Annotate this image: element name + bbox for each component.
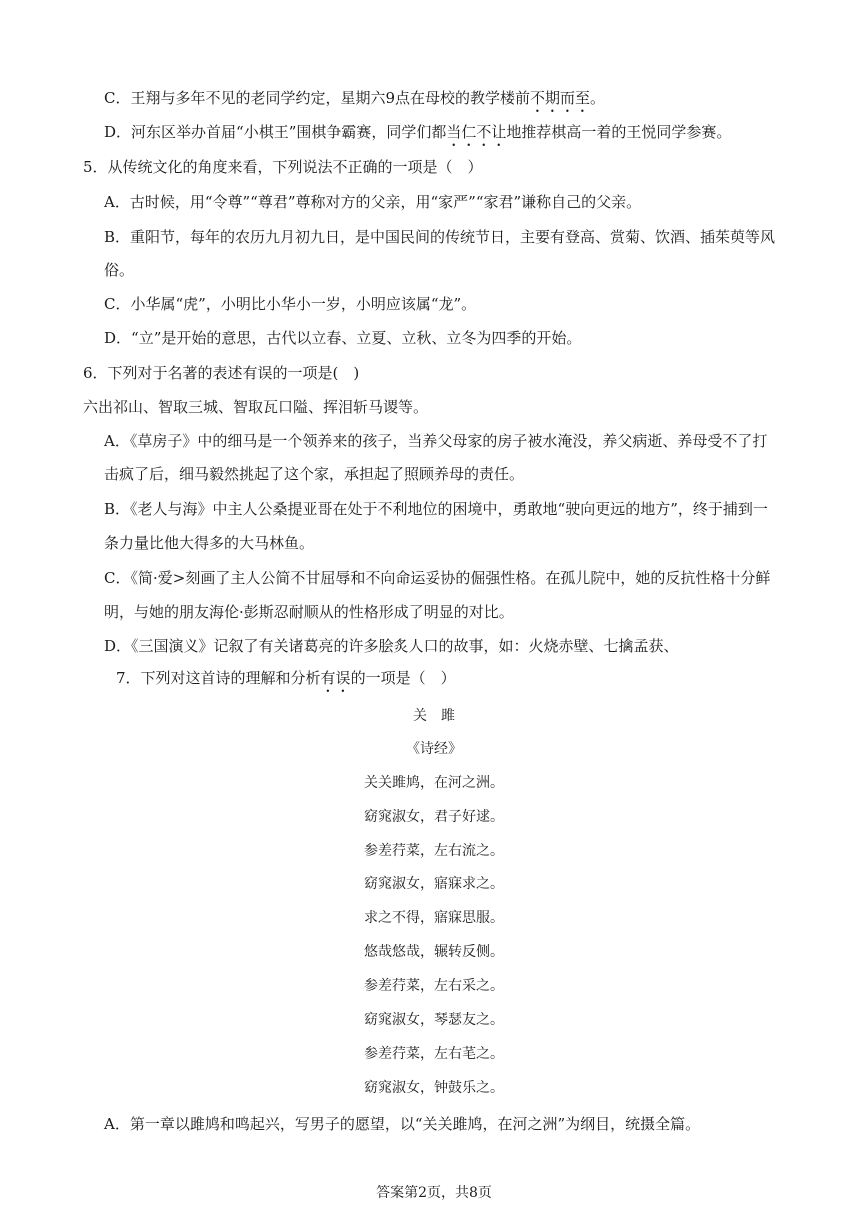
q6-stray-line: 六出祁山、智取三城、智取瓦口隘、挥泪斩马谡等。	[83, 398, 429, 416]
q4-option-d-emphasis: 当仁不让	[446, 123, 507, 141]
poem-line: 参差荇菜，左右芼之。	[364, 1046, 504, 1062]
q4-option-c-end: 。	[590, 89, 606, 107]
poem-line: 参差荇菜，左右采之。	[364, 978, 504, 994]
q4-option-d	[104, 122, 731, 150]
page-footer: 答案第2页，共8页	[376, 1185, 492, 1201]
q5-option-b-line2: 俗。	[104, 261, 135, 279]
q4-option-d-text: D．河东区举办首届“小棋王”围棋争霸赛，同学们都	[104, 123, 447, 141]
poem-line: 求之不得，寤寐思服。	[364, 910, 504, 926]
q6-option-b-line2: 条力量比他大得多的大马林鱼。	[104, 534, 315, 552]
q4-option-d-end: 地推荐棋高一着的王悦同学参赛。	[506, 123, 732, 141]
q6-option-a-line1: A．《草房子》中的细马是一个领养来的孩子，当养父母家的房子被水淹没，养父病逝、养母受不了打	[104, 432, 768, 450]
q5-option-a: A．古时候，用“令尊”“尊君”尊称对方的父亲，用“家严”“家君”谦称自己的父亲。	[104, 193, 642, 211]
poem-line: 悠哉悠哉，辗转反侧。	[364, 944, 504, 960]
q6-option-c-line1: C．《简·爱>刻画了主人公简不甘屈辱和不向命运妥协的倔强性格。在孤儿院中，她的反抗性格十分鲜	[104, 569, 771, 587]
q6-option-b-line1: B．《老人与海》中主人公桑提亚哥在处于不利地位的困境中，勇敢地“驶向更远的地方”，终于捕到一	[104, 500, 768, 518]
poem-source: 《诗经》	[406, 741, 462, 757]
q6-option-d: D．《三国演义》记叙了有关诸葛亮的许多脍炙人口的故事，如：火烧赤壁、七擒孟获、	[104, 637, 679, 655]
poem-line: 窈窕淑女，钟鼓乐之。	[364, 1080, 504, 1096]
poem-line: 窈窕淑女，君子好逑。	[364, 809, 504, 825]
q7-stem	[116, 668, 456, 696]
q5-option-d: D．“立”是开始的意思，古代以立春、立夏、立秋、立冬为四季的开始。	[104, 329, 582, 347]
q7-stem-emphasis: 有误	[320, 669, 351, 687]
q7-stem-end: 的一项是（ ）	[350, 669, 456, 687]
q6-option-a-line2: 击疯了后，细马毅然挑起了这个家，承担起了照顾养母的责任。	[104, 465, 525, 483]
q4-option-c-text: C．王翔与多年不见的老同学约定，星期六9点在母校的教学楼前	[104, 89, 531, 107]
q4-option-c-emphasis: 不期而至	[530, 89, 591, 107]
q7-option-a: A．第一章以雎鸠和鸣起兴，写男子的愿望，以“关关雎鸠，在河之洲”为纲目，统摄全篇。	[104, 1115, 701, 1133]
poem-line: 窈窕淑女，琴瑟友之。	[364, 1012, 504, 1028]
q5-option-c: C．小华属“虎”，小明比小华小一岁，小明应该属“龙”。	[104, 295, 477, 313]
q6-stem: 6．下列对于名著的表述有误的一项是( )	[83, 364, 360, 382]
poem-line: 窈窕淑女，寤寐求之。	[364, 876, 504, 892]
q7-stem-text: 7．下列对这首诗的理解和分析	[116, 669, 321, 687]
q6-option-c-line2: 明，与她的朋友海伦·彭斯忍耐顺从的性格形成了明显的对比。	[104, 603, 514, 621]
q5-stem: 5．从传统文化的角度来看，下列说法不正确的一项是（ ）	[83, 158, 483, 176]
poem-title: 关 雎	[413, 708, 455, 724]
poem-line: 关关雎鸠，在河之洲。	[364, 775, 504, 791]
q5-option-b-line1: B．重阳节，每年的农历九月初九日，是中国民间的传统节日，主要有登高、赏菊、饮酒、插茱萸等风	[104, 228, 776, 246]
q4-option-c	[104, 88, 605, 116]
poem-line: 参差荇菜，左右流之。	[364, 843, 504, 859]
